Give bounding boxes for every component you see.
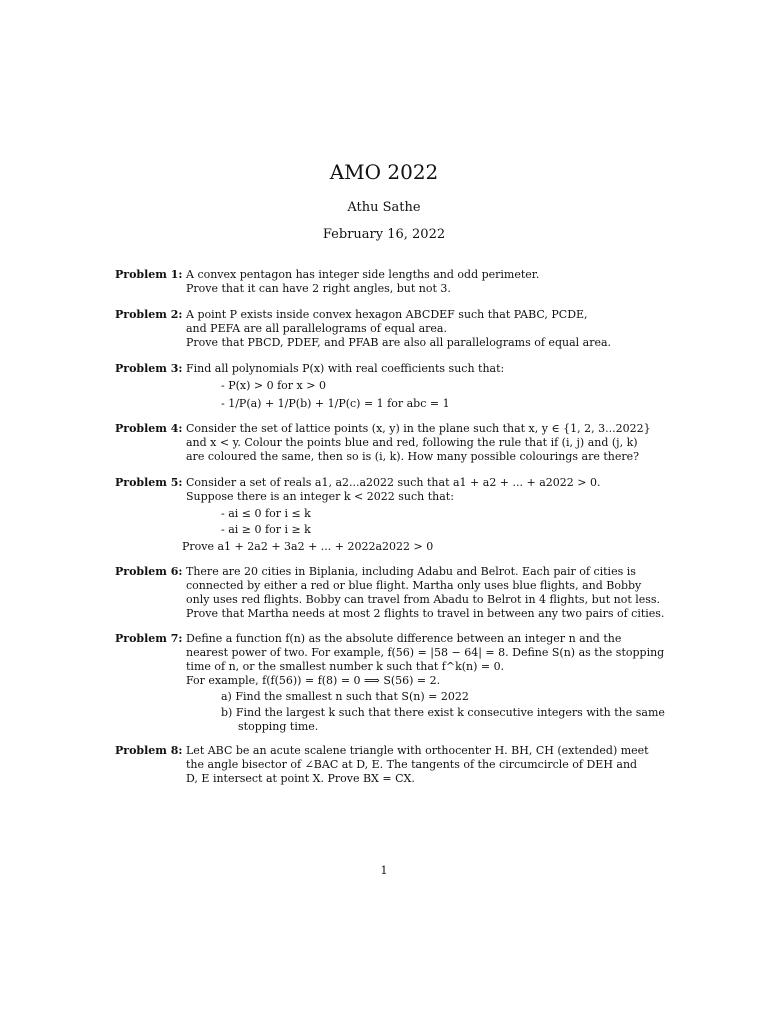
problem-text: There are 20 cities in Biplania, including Adabu and Belrot. Each pair of cities is [186,565,636,578]
document-date: February 16, 2022 [322,227,446,242]
problem-text: Prove that it can have 2 right angles, but not 3. [186,282,451,295]
problem-text: For example, f(f(56)) = f(8) = 0 ⟹ S(56) = 2. [186,674,441,687]
document-title: AMO 2022 [329,160,439,184]
problem-5 [115,476,645,554]
problem-text: the angle bisector of ∠BAC at D, E. The tangents of the circumcircle of DEH and [186,758,638,771]
problem-subpart: b) Find the largest k such that there exist k consecutive integers with the same [221,706,665,719]
problem-label: Problem 1: [115,268,183,281]
problem-text: Suppose there is an integer k < 2022 such that: [186,490,454,503]
problem-text: Define a function f(n) as the absolute difference between an integer n and the [186,632,622,645]
problem-text: A point P exists inside convex hexagon ABCDEF such that PABC, PCDE, [186,308,588,321]
problem-condition: - ai ≥ 0 for i ≥ k [221,523,311,536]
problem-label: Problem 3: [115,362,183,375]
problem-7 [115,632,665,734]
problem-1 [115,268,645,296]
problem-label: Problem 5: [115,476,183,489]
problem-subpart: stopping time. [238,720,319,733]
problem-6 [115,565,665,621]
problem-3 [115,362,645,411]
problem-2 [115,308,645,350]
problem-text: Prove that PBCD, PDEF, and PFAB are also all parallelograms of equal area. [186,336,612,349]
problem-text: connected by either a red or blue flight. Martha only uses blue flights, and Bobby [186,579,642,592]
problem-text: only uses red flights. Bobby can travel from Abadu to Belrot in 4 flights, but not less. [186,593,661,606]
problem-4 [115,422,651,464]
problem-text: A convex pentagon has integer side lengths and odd perimeter. [186,268,540,281]
problem-text: Consider a set of reals a1, a2...a2022 such that a1 + a2 + ... + a2022 > 0. [186,476,601,489]
problem-condition: - ai ≤ 0 for i ≤ k [221,507,311,520]
problem-text: nearest power of two. For example, f(56) = |58 − 64| = 8. Define S(n) as the stopping [186,646,665,659]
problem-label: Problem 7: [115,632,183,645]
document-author: Athu Sathe [347,200,421,215]
problem-text: and x < y. Colour the points blue and red, following the rule that if (i, j) and (j, k) [186,436,638,449]
problem-subpart: a) Find the smallest n such that S(n) = 2022 [221,690,469,703]
problem-label: Problem 4: [115,422,183,435]
problem-label: Problem 6: [115,565,183,578]
problem-text: Prove that Martha needs at most 2 flights to travel in between any two pairs of cities. [186,607,665,620]
problem-text: and PEFA are all parallelograms of equal area. [186,322,447,335]
problem-label: Problem 8: [115,744,183,757]
problem-condition: - 1/P(a) + 1/P(b) + 1/P(c) = 1 for abc = 1 [221,397,450,410]
problem-condition: - P(x) > 0 for x > 0 [221,379,326,392]
problem-label: Problem 2: [115,308,183,321]
problem-text: Consider the set of lattice points (x, y) in the plane such that x, y ∈ {1, 2, 3...2022} [186,422,651,435]
problem-text: are coloured the same, then so is (i, k). How many possible colourings are there? [186,450,640,463]
problem-8 [115,744,649,786]
problem-text: Find all polynomials P(x) with real coefficients such that: [186,362,505,375]
problem-text: D, E intersect at point X. Prove BX = CX. [186,772,415,785]
page-number: 1 [380,864,388,877]
problem-text: Let ABC be an acute scalene triangle with orthocenter H. BH, CH (extended) meet [186,744,649,757]
problem-text: time of n, or the smallest number k such that f^k(n) = 0. [186,660,505,673]
problem-text: Prove a1 + 2a2 + 3a2 + ... + 2022a2022 > 0 [182,540,434,553]
